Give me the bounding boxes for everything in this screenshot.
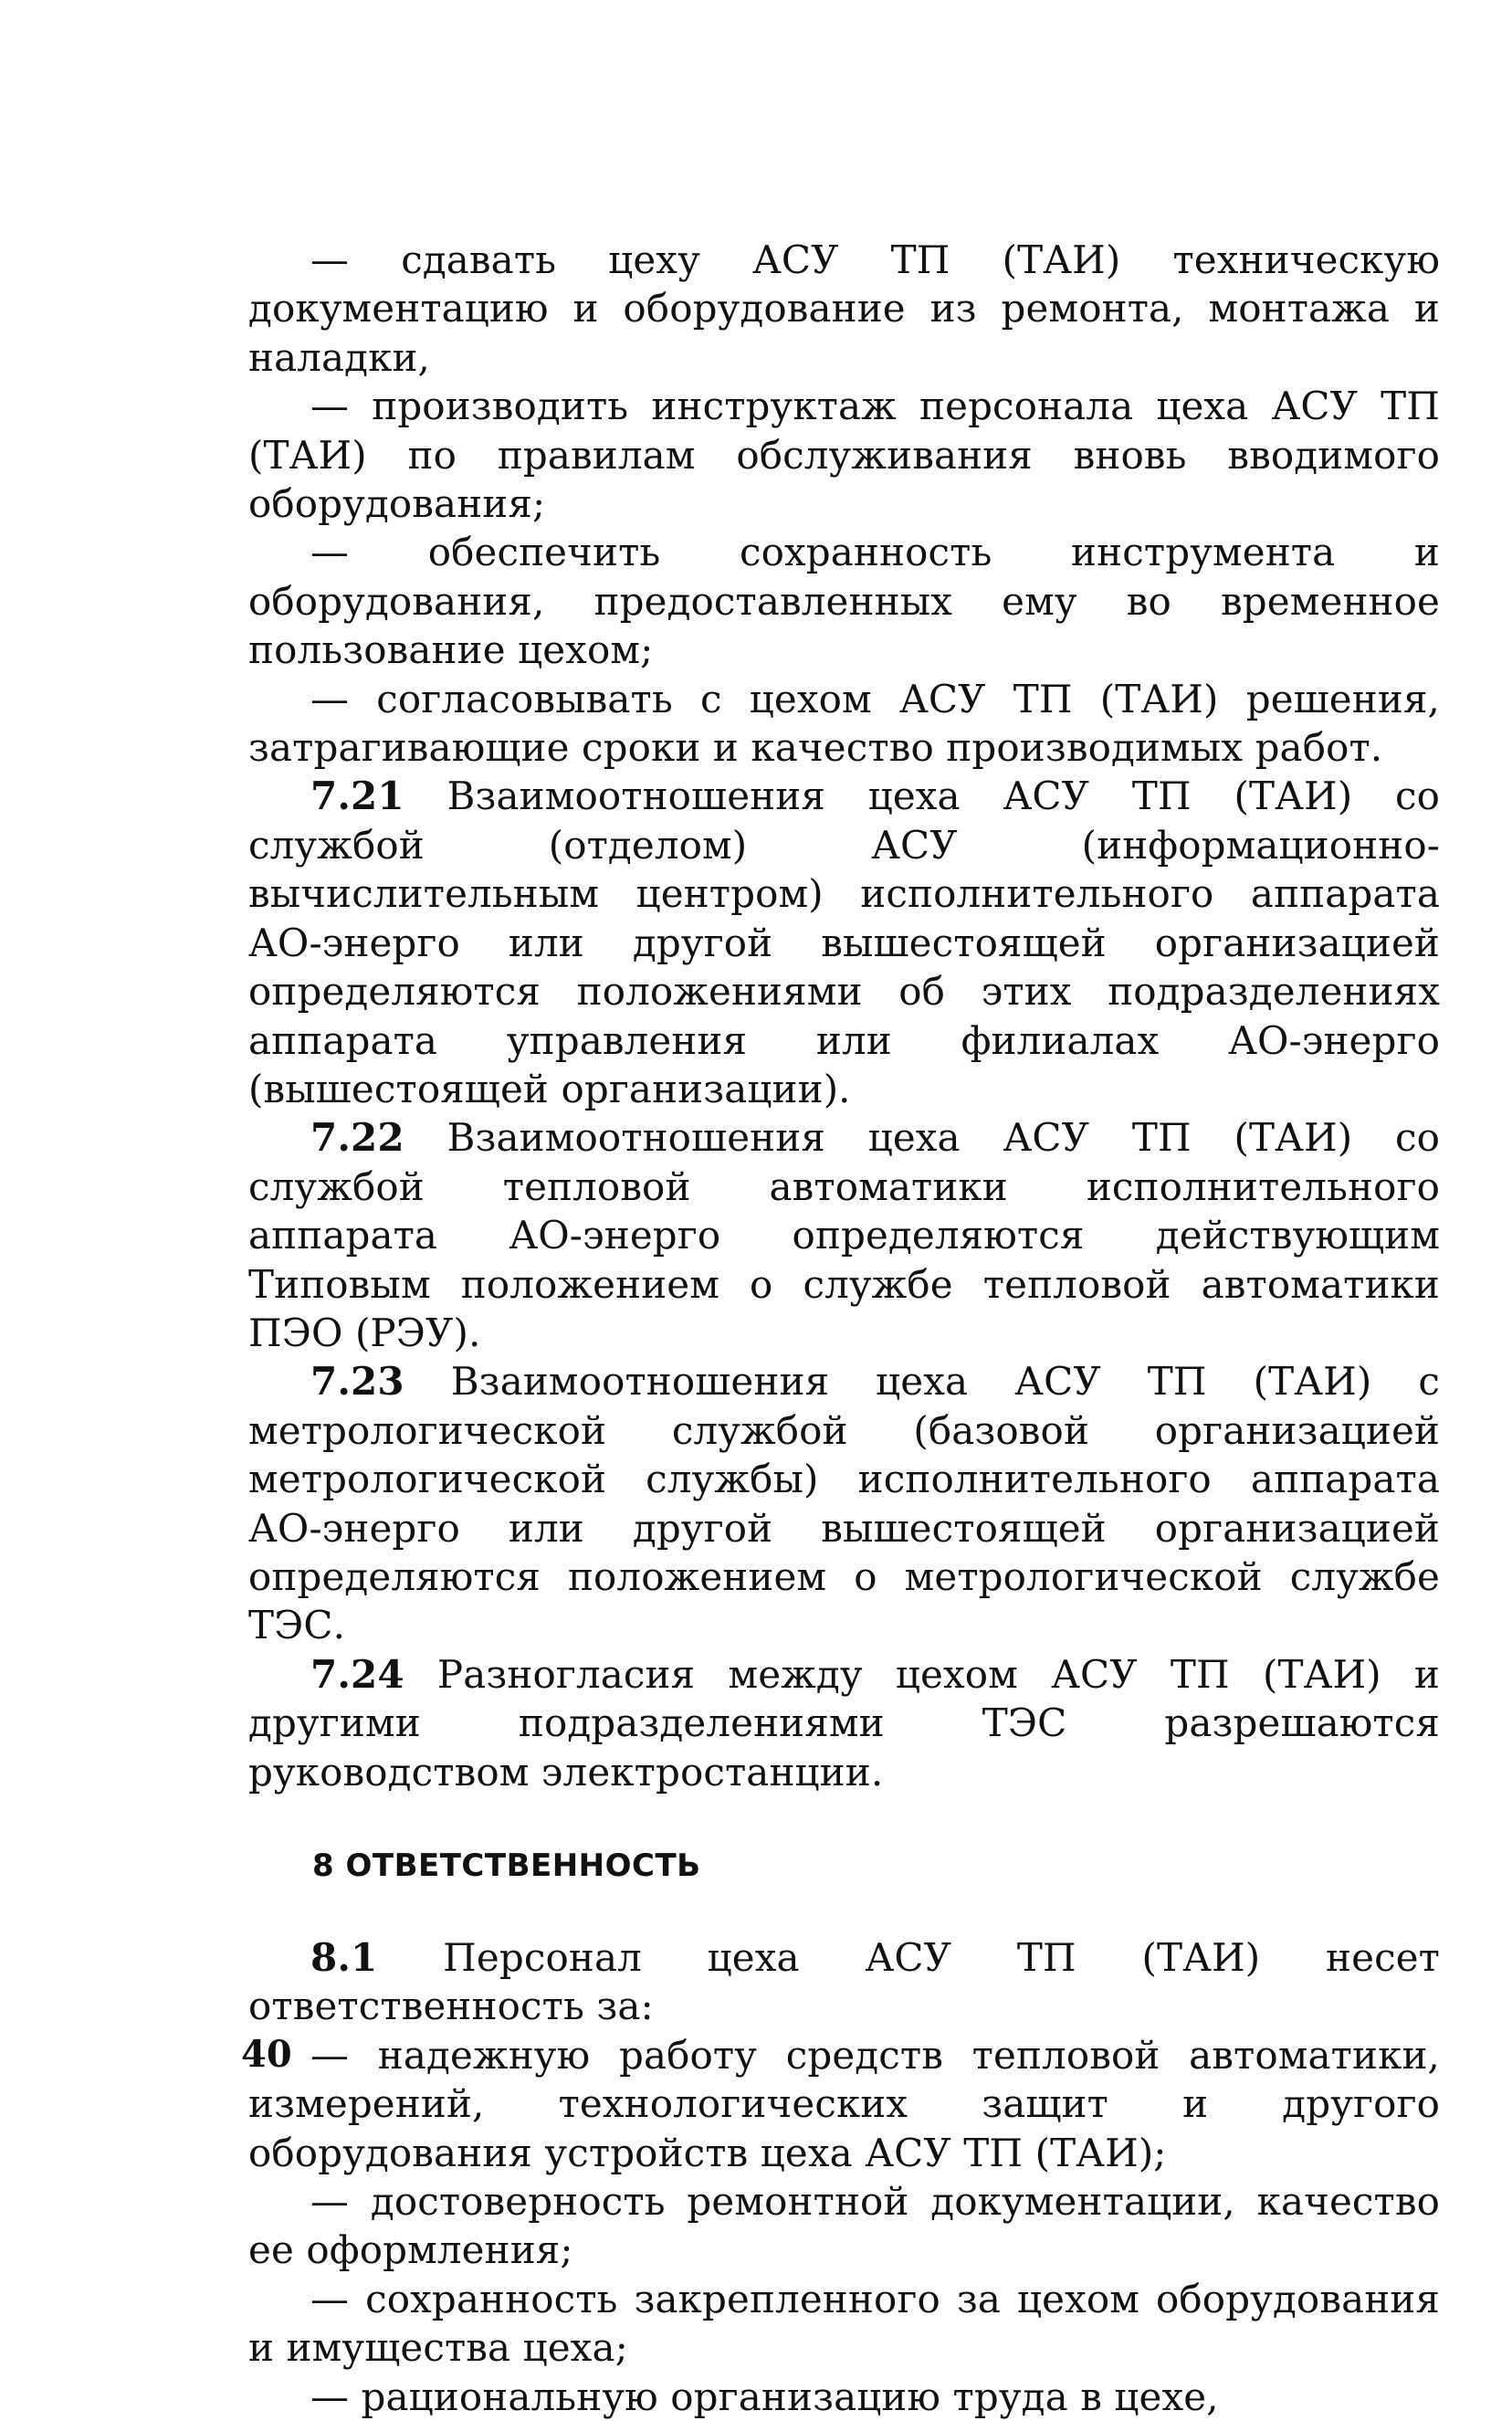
paragraph-text: — достоверность ремонтной документации, качество ее оформления; <box>248 2179 1440 2273</box>
clause-number: 7.22 <box>310 1115 404 1161</box>
paragraph-text: — производить инструктаж персонала цеха АСУ ТП (ТАИ) по правилам обслуживания вновь вводимого оборудования; <box>248 384 1440 527</box>
clause-number: 7.23 <box>310 1359 404 1405</box>
clause-7-22 <box>248 1113 1440 1357</box>
paragraph-text: — сдавать цеху АСУ ТП (ТАИ) техническую документацию и оборудование из ремонта, монтажа и наладки, <box>248 237 1440 380</box>
paragraph-text: Персонал цеха АСУ ТП (ТАИ) несет ответственность за: <box>248 1935 1440 2029</box>
clause-7-24 <box>248 1650 1440 1796</box>
clause-8-1 <box>248 1933 1440 2031</box>
paragraph-text: Взаимоотношения цеха АСУ ТП (ТАИ) со службой тепловой автоматики исполнительного аппарата АО-энерго определяются действующим Типовым положением о службе тепловой автоматики ПЭО (РЭУ). <box>248 1115 1440 1355</box>
clause-7-21 <box>248 772 1440 1113</box>
paragraph-bullet <box>248 2031 1440 2177</box>
paragraph-text: — надежную работу средств тепловой автоматики, измерений, технологических защит и другого оборудования устройств цеха АСУ ТП (ТАИ); <box>248 2032 1440 2175</box>
paragraph-bullet <box>248 528 1440 674</box>
paragraph-text: — обеспечить сохранность инструмента и оборудования, предоставленных ему во временное пользование цехом; <box>248 530 1440 673</box>
clause-number: 7.24 <box>310 1651 404 1697</box>
paragraph-text: Разногласия между цехом АСУ ТП (ТАИ) и другими подразделениями ТЭС разрешаются руководством электростанции. <box>248 1651 1440 1795</box>
paragraph-text: Взаимоотношения цеха АСУ ТП (ТАИ) с метрологической службой (базовой организацией метрологической службы) исполнительного аппарата АО-энерго или другой вышестоящей организацией определяются положением о метрологической службе ТЭС. <box>248 1359 1440 1648</box>
paragraph-bullet <box>248 382 1440 528</box>
paragraph-bullet <box>248 675 1440 773</box>
paragraph-bullet <box>248 236 1440 382</box>
paragraph-text: — рациональную организацию труда в цехе, <box>310 2374 1219 2419</box>
paragraph-bullet <box>248 2177 1440 2275</box>
paragraph-bullet <box>248 2275 1440 2373</box>
section-heading: 8 ОТВЕТСТВЕННОСТЬ <box>312 1847 701 1884</box>
page-number: 40 <box>241 2033 292 2076</box>
clause-7-23 <box>248 1357 1440 1649</box>
paragraph-text: — согласовывать с цехом АСУ ТП (ТАИ) решения, затрагивающие сроки и качество производимых работ. <box>248 676 1440 771</box>
paragraph-text: — сохранность закрепленного за цехом оборудования и имущества цеха; <box>248 2276 1440 2371</box>
clause-number: 7.21 <box>310 774 404 819</box>
page-body <box>248 236 1440 2421</box>
paragraph-text: Взаимоотношения цеха АСУ ТП (ТАИ) со службой (отделом) АСУ (информационно-вычислительным центром) исполнительного аппарата АО-энерго или другой вышестоящей организацией определяются положениями об этих подразделениях аппарата управления или филиалах АО-энерго (вышестоящей организации). <box>248 774 1440 1111</box>
paragraph-bullet <box>248 2373 1440 2421</box>
clause-number: 8.1 <box>310 1935 378 1980</box>
